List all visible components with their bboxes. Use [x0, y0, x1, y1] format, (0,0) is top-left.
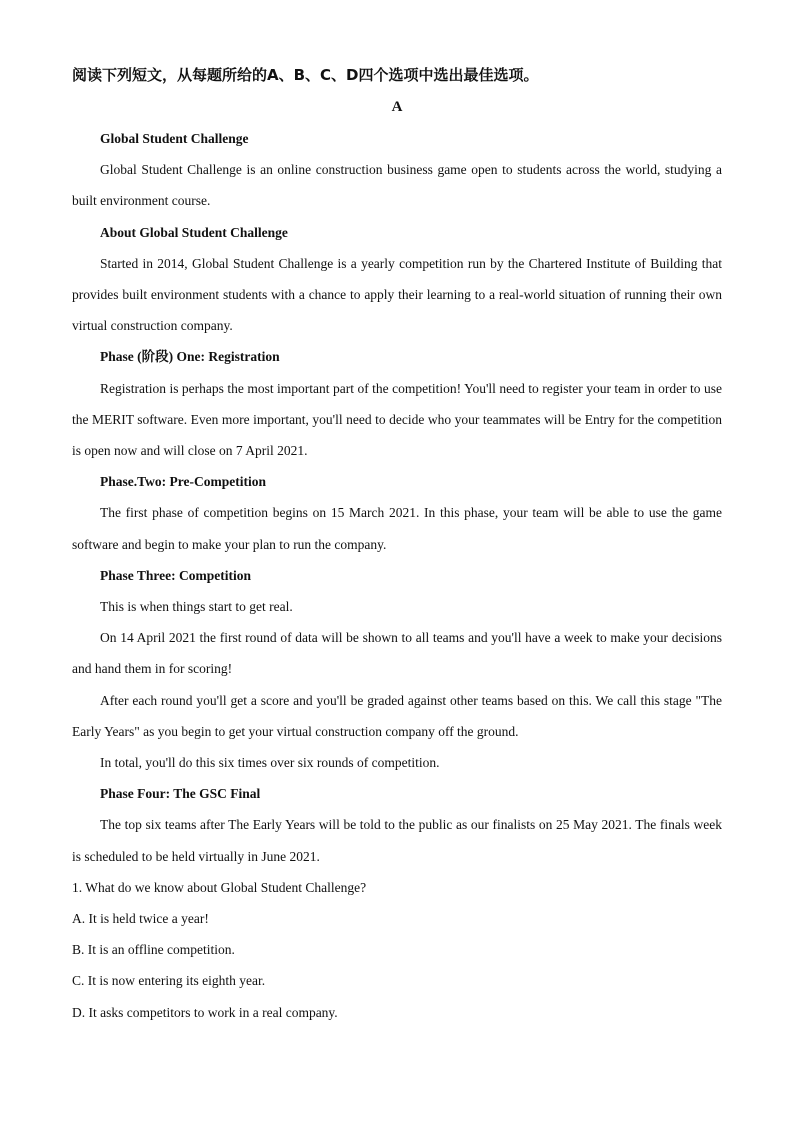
instruction-text: 阅读下列短文，从每题所给的A、B、C、D四个选项中选出最佳选项。 [72, 66, 539, 84]
intro-paragraph: Global Student Challenge is an online construction business game open to students across the world, studying a built environment course. [72, 162, 722, 209]
phase1-heading: Phase (阶段) One: Registration [100, 349, 280, 365]
phase2-paragraph: The first phase of competition begins on 15 March 2021. In this phase, your team will be able to use the game software and begin to make your plan to run the company. [72, 505, 722, 552]
phase2-heading: Phase.Two: Pre-Competition [100, 474, 266, 490]
phase3-paragraph-2: On 14 April 2021 the first round of data will be shown to all teams and you'll have a week to make your decisions and hand them in for scoring! [72, 630, 722, 677]
about-heading: About Global Student Challenge [100, 224, 288, 240]
option-d: D. It asks competitors to work in a real company. [72, 1004, 338, 1020]
option-c: C. It is now entering its eighth year. [72, 973, 266, 989]
phase3-heading: Phase Three: Competition [100, 567, 251, 583]
passage-title: Global Student Challenge [100, 131, 249, 146]
passage [72, 123, 722, 1028]
about-paragraph: Started in 2014, Global Student Challenge is a yearly competition run by the Chartered Institute of Building that provides built environment students with a chance to apply their learning to a real-world situation of running their own virtual construction company. [72, 255, 722, 334]
phase3-paragraph-1: This is when things start to get real. [100, 599, 293, 615]
phase3-paragraph-4: In total, you'll do this six times over six rounds of competition. [100, 755, 440, 771]
phase1-paragraph: Registration is perhaps the most important part of the competition! You'll need to register your team in order to use the MERIT software. Even more important, you'll need to decide who your teammates will be Entry for the competition is open now and will close on 7 April 2021. [72, 380, 722, 459]
phase4-heading: Phase Four: The GSC Final [100, 786, 261, 802]
phase3-paragraph-3: After each round you'll get a score and you'll be graded against other teams based on this. We call this stage "The Early Years" as you begin to get your virtual construction company off the ground. [72, 692, 722, 739]
section-label: A [391, 99, 403, 115]
phase4-paragraph: The top six teams after The Early Years will be told to the public as our finalists on 25 May 2021. The finals week is scheduled to be held virtually in June 2021. [72, 817, 722, 864]
question-1: 1. What do we know about Global Student Challenge? [72, 879, 367, 895]
option-a: A. It is held twice a year! [72, 911, 209, 927]
option-b: B. It is an offline competition. [72, 942, 235, 958]
